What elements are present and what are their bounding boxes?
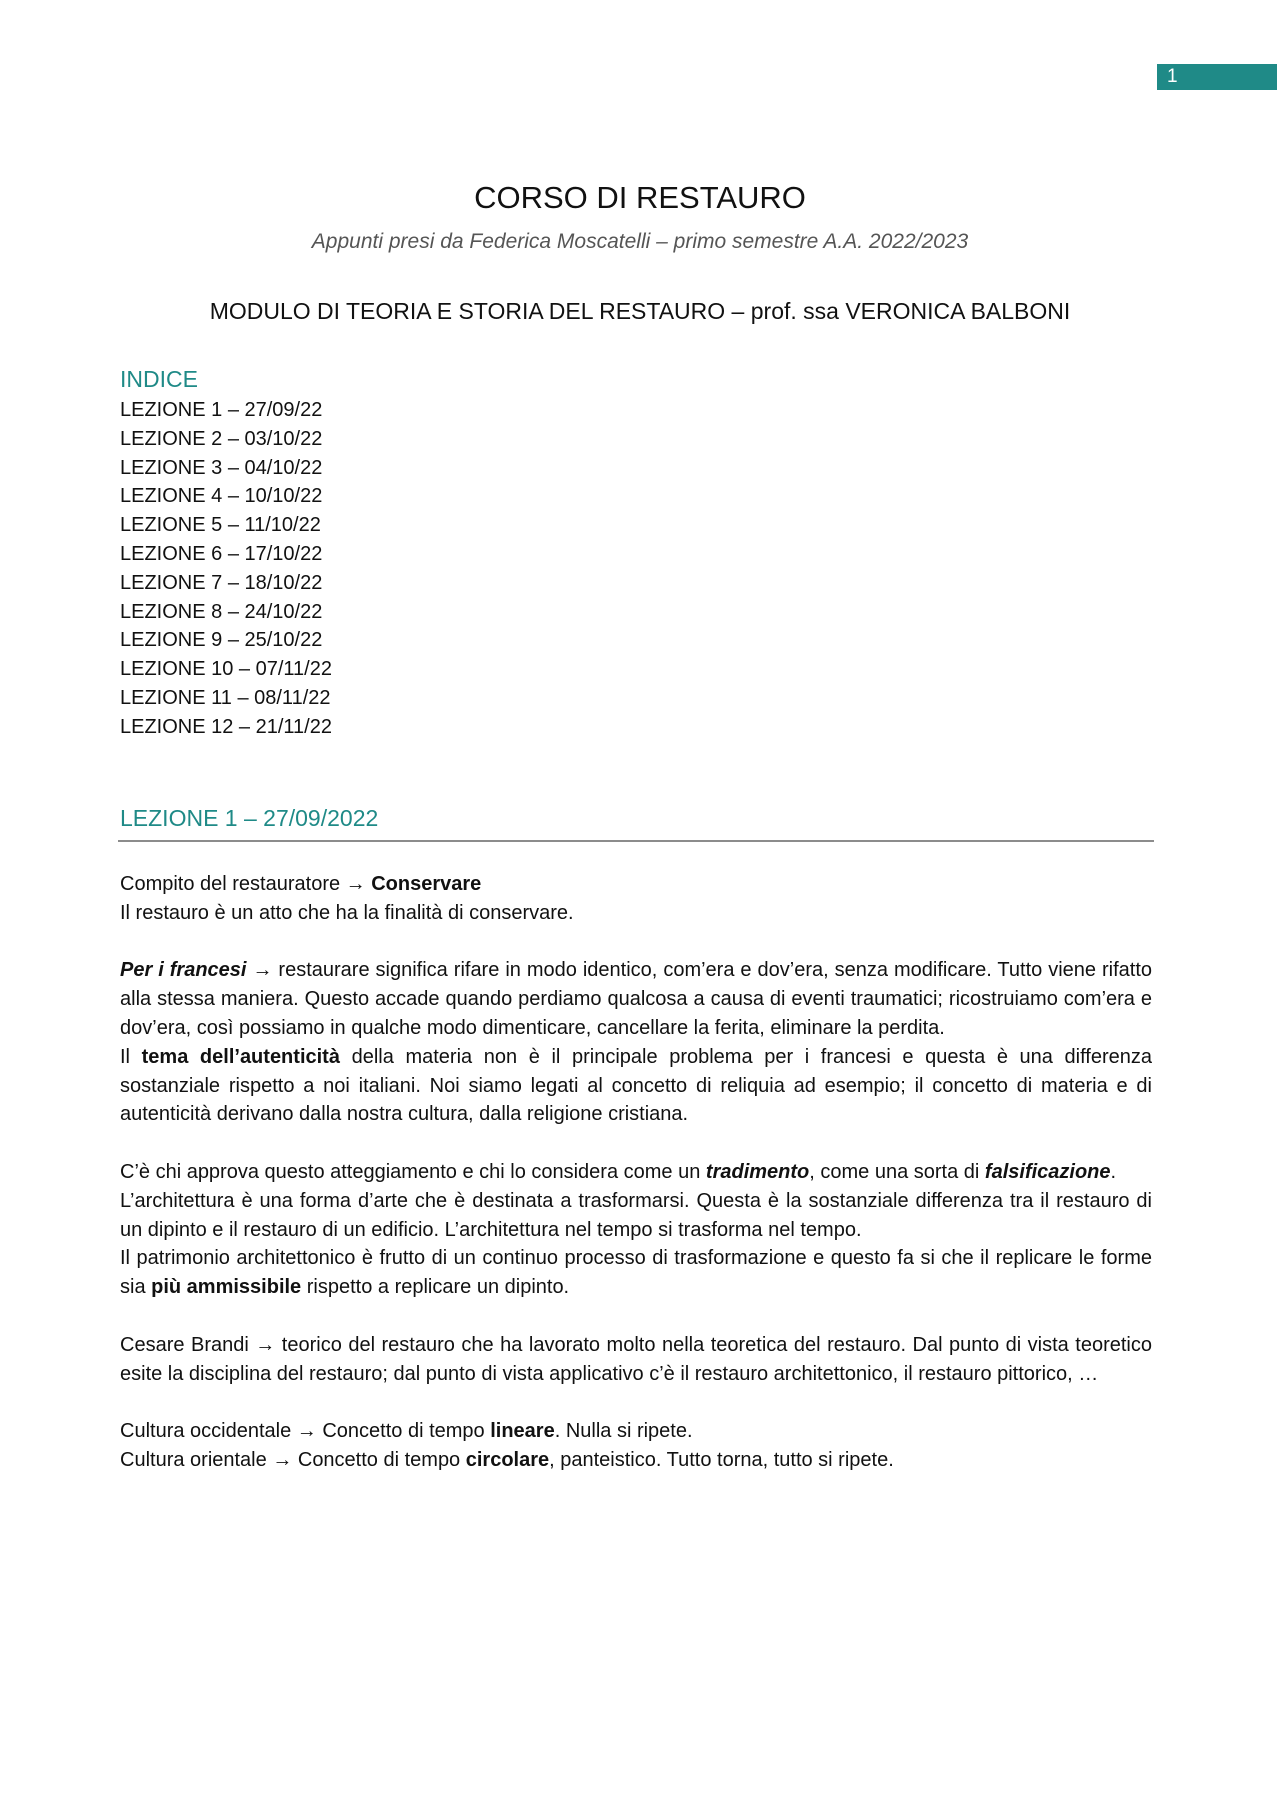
arrow-right-icon: →	[296, 1420, 317, 1443]
paragraph-occidentale: Cultura occidentale → Concetto di tempo lineare. Nulla si ripete.	[120, 1420, 693, 1443]
index-item[interactable]: LEZIONE 9 – 25/10/22	[120, 629, 323, 652]
lesson-1-content	[120, 870, 1152, 1475]
document-title: CORSO DI RESTAURO	[474, 180, 806, 215]
module-title: MODULO DI TEORIA E STORIA DEL RESTAURO – prof. ssa VERONICA BALBONI	[209, 298, 1071, 324]
section-divider	[118, 840, 1154, 842]
index-item[interactable]: LEZIONE 4 – 10/10/22	[120, 485, 323, 508]
index-heading: INDICE	[120, 366, 198, 392]
index-item[interactable]: LEZIONE 10 – 07/11/22	[120, 658, 332, 681]
paragraph-brandi: Cesare Brandi → teorico del restauro che ha lavorato molto nella teoretica del restauro. Dal punto di vista teoretico esite la disciplina del restauro; dal punto di vista applicativo c’è il restauro architettonico, il restauro pittorico, …	[120, 1333, 1152, 1385]
lesson-1-heading: LEZIONE 1 – 27/09/2022	[120, 805, 379, 831]
index-list	[120, 396, 332, 742]
index-item[interactable]: LEZIONE 3 – 04/10/22	[120, 456, 323, 479]
page-number: 1	[1157, 64, 1277, 90]
index-item[interactable]: LEZIONE 11 – 08/11/22	[120, 686, 331, 709]
document-subtitle: Appunti presi da Federica Moscatelli – primo semestre A.A. 2022/2023	[311, 230, 969, 253]
paragraph-francesi: Per i francesi → restaurare significa rifare in modo identico, com’era e dov’era, senza modificare. Tutto viene rifatto alla stessa maniera. Questo accade quando perdiamo qualcosa a causa di eventi traumatici; ricostruiamo com’era e dov’era, così possiamo in qualche modo dimenticare, cancellare la ferita, eliminare la perdita.	[120, 959, 1153, 1039]
paragraph-tradimento: C’è chi approva questo atteggiamento e chi lo considera come un tradimento, come una sorta di falsificazione.	[120, 1160, 1117, 1183]
index-item[interactable]: LEZIONE 6 – 17/10/22	[120, 542, 323, 565]
index-item[interactable]: LEZIONE 7 – 18/10/22	[120, 571, 323, 594]
index-item[interactable]: LEZIONE 8 – 24/10/22	[120, 600, 323, 623]
paragraph-autenticita: Il tema dell’autenticità della materia non è il principale problema per i francesi e questa è una differenza sostanziale rispetto a noi italiani. Noi siamo legati al concetto di reliquia ad esempio; il concetto di materia e di autenticità derivano dalla nostra cultura, dalla religione cristiana.	[120, 1045, 1153, 1126]
index-item[interactable]: LEZIONE 12 – 21/11/22	[120, 715, 332, 738]
paragraph-architettura: L’architettura è una forma d’arte che è destinata a trasformarsi. Questa è la sostanziale differenza tra il restauro di un dipinto e il restauro di un edificio. L’architettura nel tempo si trasforma nel tempo.	[120, 1189, 1152, 1241]
index-item[interactable]: LEZIONE 1 – 27/09/22	[120, 399, 323, 421]
paragraph-compito: Compito del restauratore → Conservare	[120, 873, 482, 895]
index-item[interactable]: LEZIONE 5 – 11/10/22	[120, 514, 321, 537]
paragraph-finalita: Il restauro è un atto che ha la finalità di conservare.	[120, 901, 574, 924]
index-item[interactable]: LEZIONE 2 – 03/10/22	[120, 427, 323, 450]
arrow-right-icon: →	[255, 1333, 276, 1356]
arrow-right-icon: →	[272, 1448, 293, 1471]
arrow-right-icon: →	[252, 959, 273, 982]
arrow-right-icon: →	[345, 873, 366, 895]
paragraph-orientale: Cultura orientale → Concetto di tempo circolare, panteistico. Tutto torna, tutto si ripete.	[120, 1448, 894, 1471]
paragraph-patrimonio: Il patrimonio architettonico è frutto di un continuo processo di trasformazione e questo fa si che il replicare le forme sia più ammissibile rispetto a replicare un dipinto.	[120, 1247, 1152, 1299]
